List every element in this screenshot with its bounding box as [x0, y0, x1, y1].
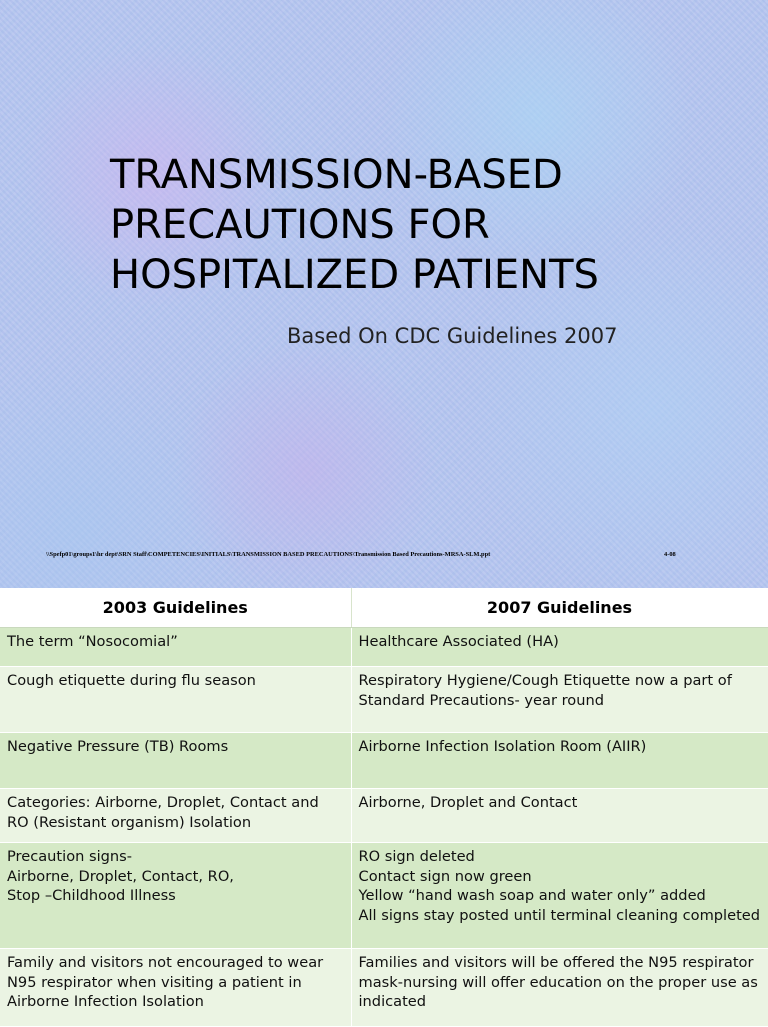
footer-file-path: \\Spefp01\groups1\hr dept\SRN Staff\COMPETENCIES\INITIALS\TRANSMISSION BASED PRECAUTIONS\Transmission Based Precautions-MRSA-SLM.ppt: [46, 551, 491, 558]
table-row: [0, 843, 768, 949]
title-line-1: TRANSMISSION-BASED: [110, 152, 563, 198]
cell-2007: Families and visitors will be offered the N95 respirator mask-nursing will offer education on the proper use as indicated: [351, 949, 768, 1027]
title-line-2: PRECAUTIONS FOR: [110, 202, 490, 248]
cell-2003: Family and visitors not encouraged to wear N95 respirator when visiting a patient in Airborne Infection Isolation: [0, 949, 351, 1027]
cell-2007: Healthcare Associated (HA): [351, 628, 768, 667]
table-row: [0, 667, 768, 733]
cell-2007: RO sign deleted Contact sign now green Yellow “hand wash soap and water only” added All signs stay posted until terminal cleaning completed: [351, 843, 768, 949]
footer-date: 4-08: [664, 551, 676, 558]
table-row: [0, 733, 768, 789]
cell-2003: Cough etiquette during flu season: [0, 667, 351, 733]
table-row: [0, 949, 768, 1027]
cell-2003: The term “Nosocomial”: [0, 628, 351, 667]
cell-2003: Precaution signs- Airborne, Droplet, Contact, RO, Stop –Childhood Illness: [0, 843, 351, 949]
slide-title: [110, 150, 730, 300]
cell-2007: Airborne, Droplet and Contact: [351, 789, 768, 843]
header-2007: 2007 Guidelines: [351, 588, 768, 628]
guidelines-comparison-table: [0, 588, 768, 1027]
title-line-3: HOSPITALIZED PATIENTS: [110, 252, 599, 298]
table-row: [0, 789, 768, 843]
cell-2003: Negative Pressure (TB) Rooms: [0, 733, 351, 789]
cell-2007: Respiratory Hygiene/Cough Etiquette now a part of Standard Precautions- year round: [351, 667, 768, 733]
cell-2003: Categories: Airborne, Droplet, Contact and RO (Resistant organism) Isolation: [0, 789, 351, 843]
cell-2007: Airborne Infection Isolation Room (AIIR): [351, 733, 768, 789]
slide-subtitle: Based On CDC Guidelines 2007: [287, 324, 618, 348]
table-row: [0, 628, 768, 667]
header-2003: 2003 Guidelines: [0, 588, 351, 628]
table-header-row: [0, 588, 768, 628]
